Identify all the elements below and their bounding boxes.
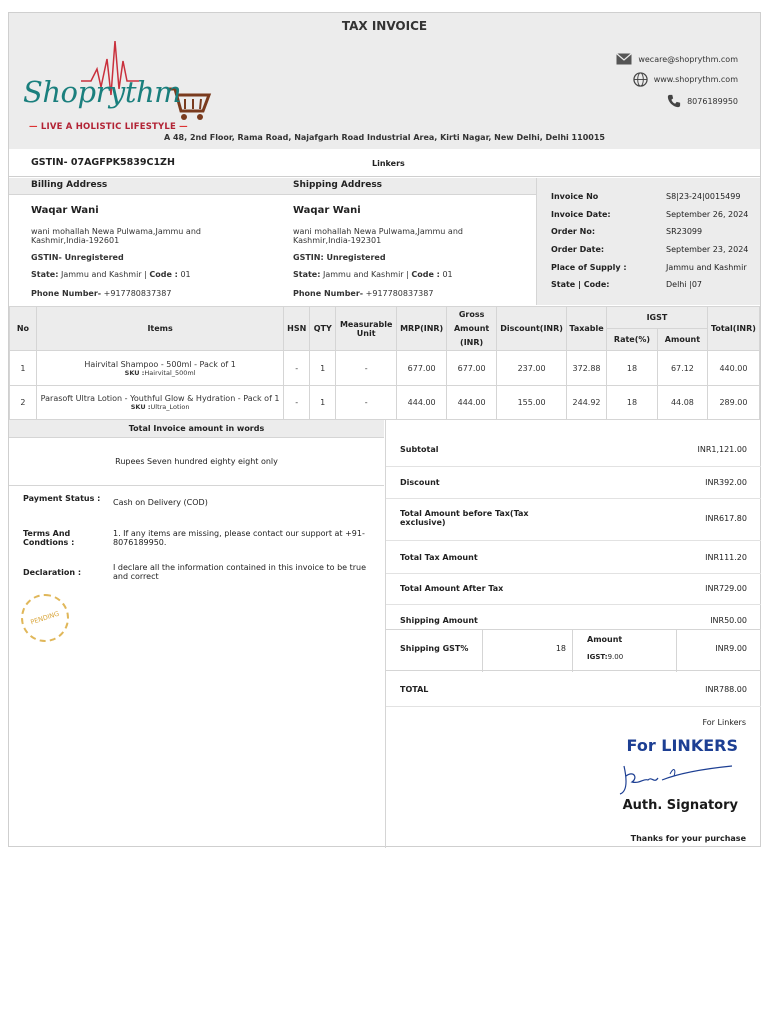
invoice-header bbox=[9, 13, 760, 149]
amount-in-words: Rupees Seven hundred eighty eight only bbox=[115, 457, 278, 466]
billing-gstin: GSTIN- Unregistered bbox=[31, 253, 124, 262]
billing-phone: Phone Number- +917780837387 bbox=[31, 289, 172, 298]
words-heading: Total Invoice amount in words bbox=[9, 420, 384, 438]
brand-name: Shoprythm bbox=[23, 75, 182, 109]
brand-logo bbox=[19, 31, 219, 135]
col-items: Items bbox=[36, 307, 283, 351]
after-tax-row: Total Amount After Tax INR729.00 bbox=[386, 574, 761, 605]
seller-gstin: GSTIN- 07AGFPK5839C1ZH bbox=[31, 157, 175, 168]
col-taxable: Taxable bbox=[567, 307, 607, 351]
grand-total-row: TOTAL INR788.00 bbox=[386, 671, 761, 707]
subtotal-row: Subtotal INR1,121.00 bbox=[386, 420, 761, 467]
pending-stamp: PENDING bbox=[21, 594, 69, 642]
invoice-title: TAX INVOICE bbox=[341, 19, 428, 33]
col-total: Total(INR) bbox=[707, 307, 759, 351]
for-linkers: For Linkers bbox=[702, 718, 746, 727]
col-igst: IGST bbox=[607, 307, 708, 329]
contact-phone[interactable]: 8076189950 bbox=[667, 94, 738, 108]
shipping-state: State: Jammu and Kashmir | Code : 01 bbox=[293, 270, 453, 279]
mail-icon bbox=[616, 53, 632, 65]
tax-row: Total Tax Amount INR111.20 bbox=[386, 541, 761, 574]
billing-address bbox=[31, 205, 271, 305]
shipping-name: Waqar Wani bbox=[293, 205, 361, 216]
col-rate: Rate(%) bbox=[607, 329, 658, 351]
col-qty: QTY bbox=[310, 307, 336, 351]
col-amount: Amount bbox=[657, 329, 707, 351]
col-discount: Discount(INR) bbox=[497, 307, 567, 351]
billing-state: State: Jammu and Kashmir | Code : 01 bbox=[31, 270, 191, 279]
shipping-phone: Phone Number- +917780837387 bbox=[293, 289, 434, 298]
contact-website[interactable]: www.shoprythm.com bbox=[633, 72, 738, 87]
thanks-note: Thanks for your purchase bbox=[630, 834, 746, 843]
totals-section bbox=[385, 420, 760, 848]
shipping-address bbox=[293, 205, 533, 305]
billing-line1: wani mohallah Newa Pulwama,Jammu and bbox=[31, 227, 201, 236]
invoice-page: TAX INVOICE Shoprythm — LIVE A HOLISTIC LIFESTYLE — wecare@shoprythm.com www.shoprythm.com 8076189950 A 48, 2nd Floor, Rama Road, Najafgarh Road Industrial Area, Kirti Nagar, New Delhi, Delhi 110015 GSTIN- 07AGFPK5839C1ZH Linkers Billing Address Shipping Address Waqar Wani wani mohallah Newa Pulwama,Jammu and Kashmir,India-192601 GSTIN- Unregistered State: Jammu and Kashmir | Code : 01 Phone Number- +917780837387 Waqar Wani wani mohallah Newa Pulwama,Jammu and Kashmir,India-192301 GSTIN: Unregistered State: Jammu and Kashmir | Code : 01 Phone Number- +917780837387 Invoice No S8|23-24|0015499 Invoice Date: September 26, 2024 Order No: SR23099 Order Date: September 23, 2024 Place of Supply : Jammu and Kashmir State | Code: Delhi |07 No Items HSN QTY Measurable Unit MRP(INR) Gross Amount (INR) Discount(INR) Taxable IGST Total(INR) Rate(%) Amount 1 Hairvital Shampoo - 500ml - Pack of 1 SKU :Hairvital_500ml - 1 - 677.00 677.00 237.00 372.88 18 67.12 440.00 2 Parasoft Ultra Lotion - Youthful Glow & Hydration - Pack of 1 SKU :Ultra_Lotion - 1 - 444.00 444.00 155.00 244.92 18 44.08 289.00 Total Invoice amount in words Rupees Seven hundred eighty eight only Payment Status : Cash on Delivery (COD) Terms And Condtions : 1. If any items are missing, please contact our support at +91-8076189950. Declaration : I declare all the information contained in this invoice to be true and correct PENDING Subtotal INR1,121.00 Discount INR392.00 Total Amount before Tax(Tax exclusive) INR617.80 Total Tax Amount INR111.20 Total Amount After Tax INR729.00 Shipping Amount INR50.00 Shipping GST% 18 Amount IGST:9.00 INR9.00 TOTAL INR788.00 For Linkers For LINKERS Auth. Signatory Thanks for your purchase bbox=[8, 12, 761, 847]
shipping-line1: wani mohallah Newa Pulwama,Jammu and bbox=[293, 227, 463, 236]
before-tax-row: Total Amount before Tax(Tax exclusive) INR617.80 bbox=[386, 499, 761, 541]
seller-name: Linkers bbox=[372, 159, 405, 168]
shipping-heading: Shipping Address bbox=[271, 178, 536, 195]
billing-line2: Kashmir,India-192601 bbox=[31, 236, 120, 245]
seller-row bbox=[9, 150, 760, 177]
billing-heading: Billing Address bbox=[9, 178, 271, 195]
col-mrp: MRP(INR) bbox=[397, 307, 447, 351]
billing-name: Waqar Wani bbox=[31, 205, 99, 216]
discount-row: Discount INR392.00 bbox=[386, 467, 761, 499]
item-name: Parasoft Ultra Lotion - Youthful Glow & Hydration - Pack of 1 SKU :Ultra_Lotion bbox=[36, 386, 283, 420]
items-table bbox=[9, 306, 760, 420]
phone-icon bbox=[667, 94, 681, 108]
col-hsn: HSN bbox=[284, 307, 310, 351]
invoice-info: Invoice No S8|23-24|0015499 Invoice Date: September 26, 2024 Order No: SR23099 Order Date: September 23, 2024 Place of Supply : Jammu and Kashmir State | Code: Delhi |07 bbox=[536, 178, 760, 305]
table-row: 1 Hairvital Shampoo - 500ml - Pack of 1 SKU :Hairvital_500ml - 1 - 677.00 677.00 237.00 372.88 18 67.12 440.00 bbox=[10, 351, 760, 386]
item-name: Hairvital Shampoo - 500ml - Pack of 1 SKU :Hairvital_500ml bbox=[36, 351, 283, 386]
contact-email[interactable]: wecare@shoprythm.com bbox=[616, 53, 738, 65]
shipping-gstin: GSTIN: Unregistered bbox=[293, 253, 386, 262]
terms-section bbox=[9, 485, 384, 486]
col-gross: Gross Amount (INR) bbox=[447, 307, 497, 351]
col-unit: Measurable Unit bbox=[336, 307, 397, 351]
shipping-row: Shipping Amount INR50.00 bbox=[400, 616, 747, 625]
shipping-gst-row: Shipping GST% 18 Amount IGST:9.00 INR9.00 bbox=[386, 629, 761, 671]
shipping-line2: Kashmir,India-192301 bbox=[293, 236, 382, 245]
signatory-stamp: For LINKERS Auth. Signatory bbox=[582, 736, 744, 822]
globe-icon bbox=[633, 72, 648, 87]
seller-address: A 48, 2nd Floor, Rama Road, Najafgarh Road Industrial Area, Kirti Nagar, New Delhi, Delhi 110015 bbox=[164, 133, 605, 142]
col-no: No bbox=[10, 307, 37, 351]
table-row: 2 Parasoft Ultra Lotion - Youthful Glow & Hydration - Pack of 1 SKU :Ultra_Lotion - 1 - 444.00 444.00 155.00 244.92 18 44.08 289.00 bbox=[10, 386, 760, 420]
brand-tagline: — LIVE A HOLISTIC LIFESTYLE — bbox=[29, 122, 188, 132]
